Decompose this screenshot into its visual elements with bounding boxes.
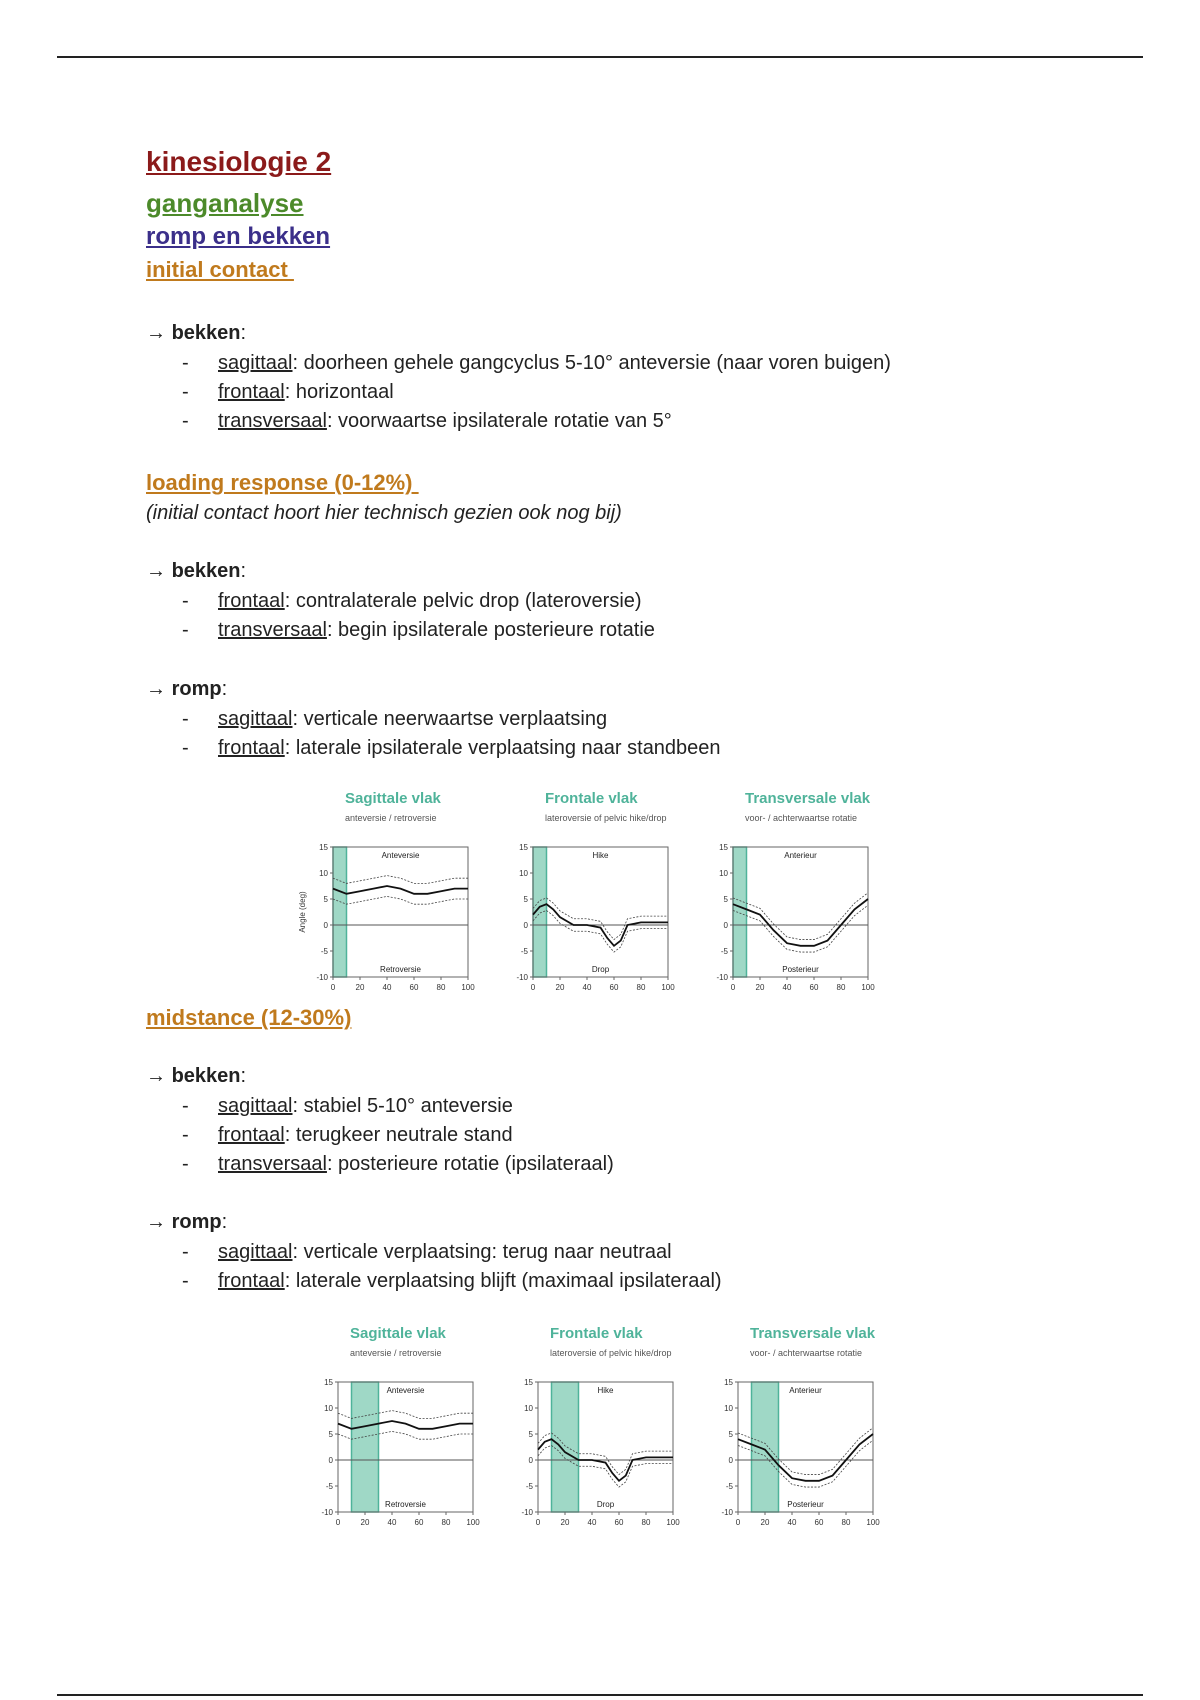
y-tick-label: 5 <box>723 895 728 904</box>
group-label-bekken: → bekken: <box>146 1065 247 1087</box>
plot-frame <box>533 847 668 977</box>
x-tick-label: 60 <box>609 983 619 992</box>
list-item: - frontaal: contralaterale pelvic drop (lateroversie) <box>182 590 642 612</box>
x-tick-label: 40 <box>582 983 592 992</box>
y-tick-label: 0 <box>328 1456 333 1465</box>
region-label-top: Anterieur <box>789 1386 822 1395</box>
x-tick-label: 40 <box>382 983 392 992</box>
y-tick-label: 0 <box>728 1456 733 1465</box>
y-tick-label: -5 <box>520 947 528 956</box>
region-label-bottom: Retroversie <box>380 965 421 974</box>
x-tick-label: 100 <box>466 1518 480 1527</box>
x-tick-label: 0 <box>730 983 736 992</box>
phase-shade <box>552 1382 579 1512</box>
gait-charts-figure-1 <box>295 785 915 1000</box>
chart-subtitle: lateroversie of pelvic hike/drop <box>545 813 667 823</box>
y-tick-label: 5 <box>523 895 528 904</box>
list-item: - transversaal: voorwaartse ipsilaterale rotatie van 5° <box>182 410 672 432</box>
x-tick-label: 20 <box>755 983 765 992</box>
y-tick-label: 10 <box>719 869 728 878</box>
x-tick-label: 100 <box>866 1518 880 1527</box>
region-label-top: Hike <box>597 1386 614 1395</box>
y-tick-label: 10 <box>724 1404 733 1413</box>
gait-charts-figure-2 <box>300 1320 910 1535</box>
y-tick-label: 10 <box>324 1404 333 1413</box>
x-tick-label: 80 <box>836 983 846 992</box>
chart-title: Frontale vlak <box>550 1325 643 1342</box>
phase-shade <box>733 847 747 977</box>
y-tick-label: -5 <box>725 1482 733 1491</box>
gait-figure-loading-response <box>295 785 915 1005</box>
list-item: - sagittaal: verticale verplaatsing: terug naar neutraal <box>182 1241 672 1263</box>
y-axis-label: Angle (deg) <box>298 891 307 933</box>
y-tick-label: 5 <box>528 1430 533 1439</box>
y-tick-label: -10 <box>721 1508 733 1517</box>
y-tick-label: 5 <box>323 895 328 904</box>
x-tick-label: 40 <box>782 983 792 992</box>
x-tick-label: 20 <box>760 1518 770 1527</box>
list-item: - frontaal: laterale verplaatsing blijft (maximaal ipsilateraal) <box>182 1270 722 1292</box>
y-tick-label: 0 <box>528 1456 533 1465</box>
section-heading-initial-contact: initial contact <box>146 257 294 282</box>
x-tick-label: 60 <box>414 1518 424 1527</box>
list-item: - frontaal: horizontaal <box>182 381 394 403</box>
region-label-top: Anterieur <box>784 851 817 860</box>
chart-subtitle: lateroversie of pelvic hike/drop <box>550 1348 672 1358</box>
x-tick-label: 40 <box>587 1518 597 1527</box>
x-tick-label: 0 <box>535 1518 541 1527</box>
y-tick-label: 15 <box>519 843 528 852</box>
y-tick-label: 10 <box>319 869 328 878</box>
series-band-upper <box>333 876 468 884</box>
x-tick-label: 20 <box>355 983 365 992</box>
chart-title: Frontale vlak <box>545 790 638 807</box>
y-tick-label: -10 <box>716 973 728 982</box>
list-item: - frontaal: laterale ipsilaterale verplaatsing naar standbeen <box>182 737 721 759</box>
series-band-upper <box>533 898 668 940</box>
x-tick-label: 0 <box>735 1518 741 1527</box>
list-item: - sagittaal: stabiel 5-10° anteversie <box>182 1095 513 1117</box>
topic-heading: romp en bekken <box>146 223 331 250</box>
chart-title: Transversale vlak <box>750 1325 876 1342</box>
y-tick-label: -5 <box>720 947 728 956</box>
series-band-lower <box>533 910 668 952</box>
x-tick-label: 100 <box>661 983 675 992</box>
y-tick-label: 15 <box>319 843 328 852</box>
x-tick-label: 0 <box>335 1518 341 1527</box>
y-tick-label: 5 <box>328 1430 333 1439</box>
x-tick-label: 100 <box>461 983 475 992</box>
y-tick-label: 10 <box>519 869 528 878</box>
region-label-top: Anteversie <box>386 1386 425 1395</box>
region-label-top: Hike <box>592 851 609 860</box>
region-label-bottom: Retroversie <box>385 1500 426 1509</box>
y-tick-label: 15 <box>724 1378 733 1387</box>
y-tick-label: -5 <box>320 947 328 956</box>
y-tick-label: 15 <box>524 1378 533 1387</box>
y-tick-label: 5 <box>728 1430 733 1439</box>
list-item: - frontaal: terugkeer neutrale stand <box>182 1124 513 1146</box>
x-tick-label: 20 <box>555 983 565 992</box>
region-label-bottom: Posterieur <box>787 1500 824 1509</box>
chart-title: Sagittale vlak <box>350 1325 446 1342</box>
section-note: (initial contact hoort hier technisch gezien ook nog bij) <box>146 502 622 524</box>
x-tick-label: 80 <box>636 983 646 992</box>
x-tick-label: 40 <box>387 1518 397 1527</box>
x-tick-label: 80 <box>441 1518 451 1527</box>
document-title: kinesiologie 2 <box>146 146 332 177</box>
x-tick-label: 100 <box>666 1518 680 1527</box>
series-band-lower <box>333 896 468 904</box>
x-tick-label: 60 <box>814 1518 824 1527</box>
x-tick-label: 20 <box>360 1518 370 1527</box>
chart-title: Transversale vlak <box>745 790 871 807</box>
x-tick-label: 60 <box>409 983 419 992</box>
x-tick-label: 80 <box>641 1518 651 1527</box>
chart-subtitle: voor- / achterwaartse rotatie <box>745 813 858 823</box>
group-label-bekken: → bekken: <box>146 322 247 344</box>
list-item: - sagittaal: verticale neerwaartse verplaatsing <box>182 708 608 730</box>
x-tick-label: 60 <box>614 1518 624 1527</box>
gait-figure-midstance <box>300 1320 910 1540</box>
y-tick-label: -10 <box>521 1508 533 1517</box>
y-tick-label: 15 <box>719 843 728 852</box>
y-tick-label: 10 <box>524 1404 533 1413</box>
x-tick-label: 0 <box>330 983 336 992</box>
top-rule <box>57 56 1143 58</box>
y-tick-label: -10 <box>316 973 328 982</box>
phase-shade <box>752 1382 779 1512</box>
x-tick-label: 80 <box>436 983 446 992</box>
y-tick-label: -5 <box>325 1482 333 1491</box>
y-tick-label: -10 <box>321 1508 333 1517</box>
y-tick-label: 0 <box>323 921 328 930</box>
x-tick-label: 60 <box>809 983 819 992</box>
document-subtitle: ganganalyse <box>146 188 304 218</box>
series-line <box>333 886 468 894</box>
chart-subtitle: anteversie / retroversie <box>350 1348 442 1358</box>
section-heading-midstance: midstance (12-30%) <box>146 1005 352 1030</box>
chart-subtitle: anteversie / retroversie <box>345 813 437 823</box>
region-label-bottom: Posterieur <box>782 965 819 974</box>
y-tick-label: 15 <box>324 1378 333 1387</box>
x-tick-label: 20 <box>560 1518 570 1527</box>
y-tick-label: 0 <box>723 921 728 930</box>
region-label-top: Anteversie <box>381 851 420 860</box>
group-label-romp: → romp: <box>146 1211 228 1233</box>
y-tick-label: 0 <box>523 921 528 930</box>
x-tick-label: 80 <box>841 1518 851 1527</box>
group-label-romp: → romp: <box>146 678 228 700</box>
bottom-rule <box>57 1694 1143 1696</box>
group-label-bekken: → bekken: <box>146 560 247 582</box>
region-label-bottom: Drop <box>591 965 610 974</box>
phase-shade <box>333 847 347 977</box>
list-item: - transversaal: begin ipsilaterale posterieure rotatie <box>182 619 655 641</box>
plot-frame <box>333 847 468 977</box>
list-item: - sagittaal: doorheen gehele gangcyclus 5-10° anteversie (naar voren buigen) <box>182 352 891 374</box>
chart-subtitle: voor- / achterwaartse rotatie <box>750 1348 863 1358</box>
region-label-bottom: Drop <box>596 1500 615 1509</box>
phase-shade <box>352 1382 379 1512</box>
x-tick-label: 40 <box>787 1518 797 1527</box>
list-item: - transversaal: posterieure rotatie (ipsilateraal) <box>182 1153 614 1175</box>
y-tick-label: -10 <box>516 973 528 982</box>
y-tick-label: -5 <box>525 1482 533 1491</box>
chart-title: Sagittale vlak <box>345 790 441 807</box>
x-tick-label: 0 <box>530 983 536 992</box>
x-tick-label: 100 <box>861 983 875 992</box>
section-heading-loading-response: loading response (0-12%) <box>146 470 419 495</box>
